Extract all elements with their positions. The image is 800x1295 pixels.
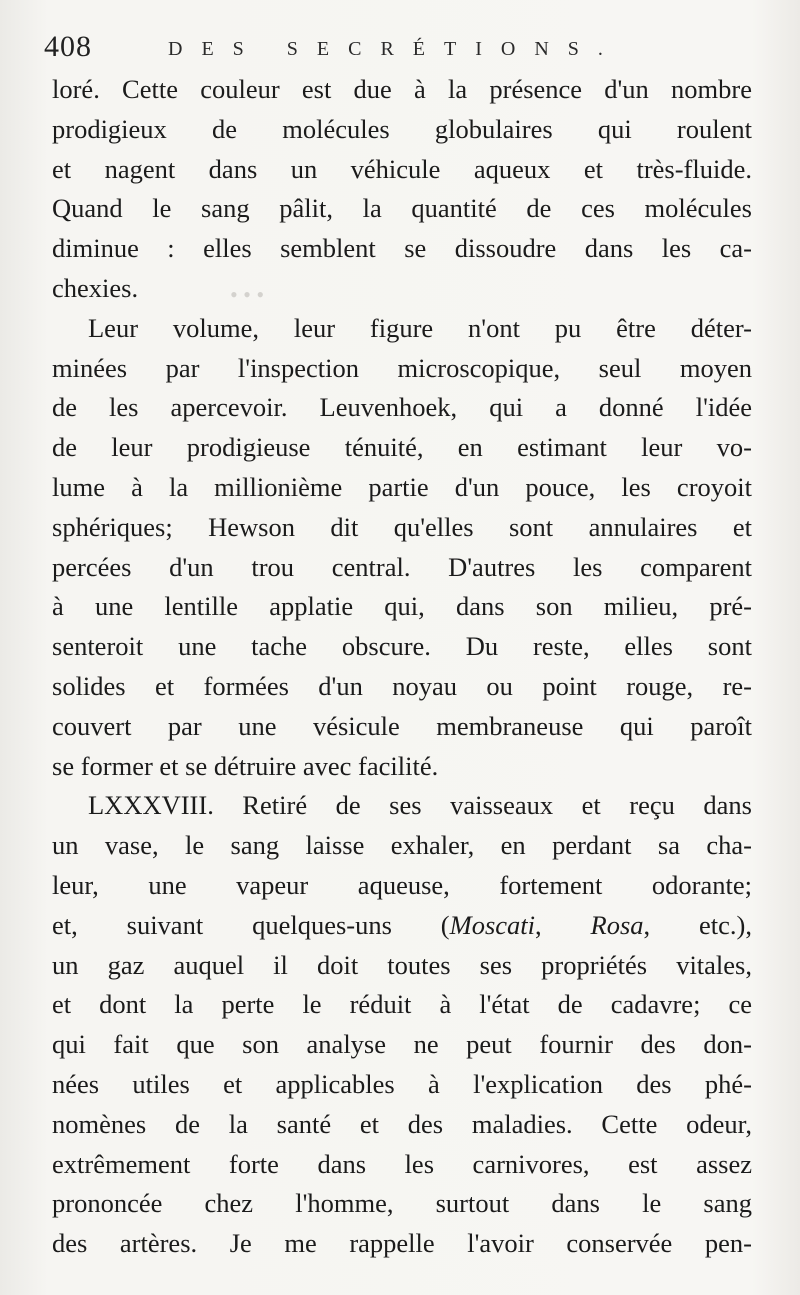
paragraph-start-line: Leur volume, leur figure n'ont pu être déter-	[88, 312, 752, 343]
text-line: diminue : elles semblent se dissoudre dans les ca-	[52, 233, 752, 264]
text-line: nées utiles et applicables à l'explication des phé-	[52, 1068, 752, 1099]
page-number: 408	[44, 30, 92, 63]
text-line: chexies.	[52, 272, 139, 303]
page-header	[38, 28, 758, 68]
body-text	[52, 70, 752, 1264]
text-line: extrêmement forte dans les carnivores, est assez	[52, 1148, 752, 1179]
running-title: DES SECRÉTIONS.	[168, 38, 622, 60]
text-line: et nagent dans un véhicule aqueux et très-fluide.	[52, 153, 752, 184]
text-line: percées d'un trou central. D'autres les comparent	[52, 551, 752, 582]
text-line: se former et se détruire avec facilité.	[52, 750, 439, 781]
text-line: de les apercevoir. Leuvenhoek, qui a donné l'idée	[52, 392, 752, 423]
text-line-with-names: et, suivant quelques-uns (Moscati, Rosa, etc.),	[52, 909, 752, 940]
text-line: minées par l'inspection microscopique, seul moyen	[52, 352, 752, 383]
show-through-smudge: • • •	[230, 282, 265, 307]
text-line: Quand le sang pâlit, la quantité de ces molécules	[52, 193, 752, 224]
text-line: couvert par une vésicule membraneuse qui paroît	[52, 710, 752, 741]
text-line: à une lentille applatie qui, dans son milieu, pré-	[52, 591, 752, 622]
text-line: sphériques; Hewson dit qu'elles sont annulaires et	[52, 511, 752, 542]
text-line: prononcée chez l'homme, surtout dans le sang	[52, 1188, 752, 1219]
text-line: nomènes de la santé et des maladies. Cette odeur,	[52, 1108, 752, 1139]
text-line: leur, une vapeur aqueuse, fortement odorante;	[52, 869, 752, 900]
text-line: solides et formées d'un noyau ou point rouge, re-	[52, 670, 752, 701]
text-line: prodigieux de molécules globulaires qui roulent	[52, 113, 752, 144]
text-line: un vase, le sang laisse exhaler, en perdant sa cha-	[52, 830, 752, 861]
text-line: de leur prodigieuse ténuité, en estimant leur vo-	[52, 432, 752, 463]
text-line: lume à la millionième partie d'un pouce, les croyoit	[52, 471, 752, 502]
text-line: senteroit une tache obscure. Du reste, elles sont	[52, 631, 752, 662]
section-start-line: LXXXVIII. Retiré de ses vaisseaux et reçu dans	[88, 790, 752, 821]
text-line: des artères. Je me rappelle l'avoir conservée pen-	[52, 1228, 752, 1259]
text-line: et dont la perte le réduit à l'état de cadavre; ce	[52, 989, 752, 1020]
text-line: qui fait que son analyse ne peut fournir des don-	[52, 1029, 752, 1060]
text-line: loré. Cette couleur est due à la présence d'un nombre	[52, 74, 752, 104]
text-line: un gaz auquel il doit toutes ses propriétés vitales,	[52, 949, 752, 980]
